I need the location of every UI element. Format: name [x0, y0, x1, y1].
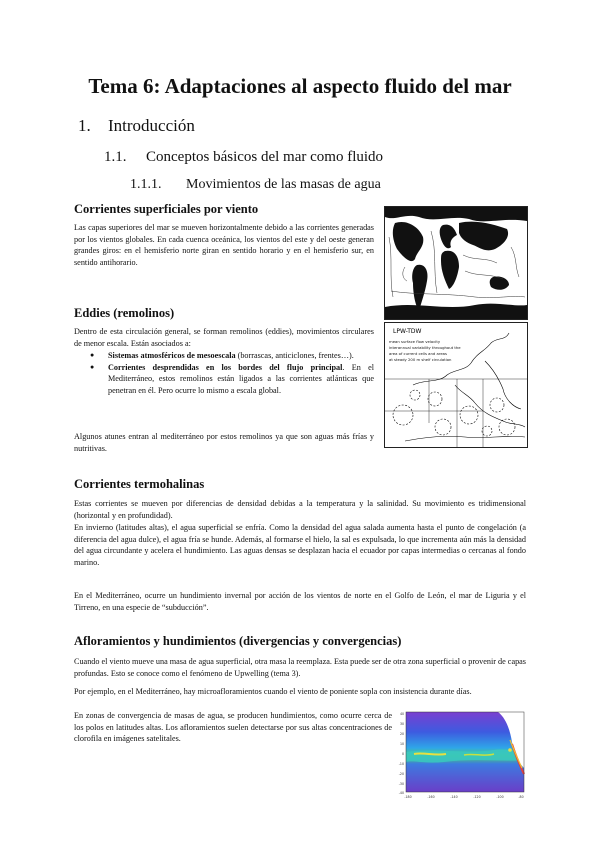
paragraph-termohalinas-3: En el Mediterráneo, ocurre un hundimiento invernal por acción de los vientos de norte en el Golfo de León, el mar de Liguria y el Tirreno, en una especie de “subducción”.	[74, 591, 526, 612]
y-tick: 40	[399, 712, 404, 716]
y-tick: -20	[398, 772, 404, 776]
document-title: Tema 6: Adaptaciones al aspecto fluido del mar	[88, 74, 512, 98]
paragraph-afloramientos-2: Por ejemplo, en el Mediterráneo, hay microafloramientos cuando el viento de poniente sopla con insistencia durante días.	[74, 687, 472, 696]
y-tick: -10	[398, 762, 404, 766]
section-heading-afloramientos: Afloramientos y hundimientos (divergencias y convergencias)	[74, 634, 402, 648]
subsubheading-movimientos	[130, 177, 381, 193]
x-tick: -100	[496, 795, 504, 799]
bullet-text: (borrascas, anticiclones, frentes…).	[235, 351, 354, 360]
eddies-list	[74, 350, 374, 396]
eddies-figure	[385, 323, 527, 447]
heading-number: 1.1.1.	[130, 177, 162, 192]
x-tick: -80	[518, 795, 524, 799]
y-tick: -30	[398, 782, 404, 786]
section-heading-superficiales: Corrientes superficiales por viento	[74, 202, 259, 216]
chlorophyll-satellite-image	[394, 708, 530, 804]
chlorophyll-figure	[394, 708, 530, 804]
figure-label: LPW-TDW	[393, 328, 422, 335]
paragraph-eddies-intro: Dentro de esta circulación general, se forman remolinos (eddies), movimientos circulares de menor escala. Están asociados a:	[74, 327, 374, 348]
x-tick: -120	[473, 795, 481, 799]
y-tick: -40	[398, 791, 404, 795]
bullet-bold: Corrientes desprendidas en los bordes del flujo principal	[108, 362, 343, 372]
list-item	[74, 362, 374, 397]
paragraph-termohalinas-1: Estas corrientes se mueven por diferencias de densidad debidas a la temperatura y la salinidad. Su movimiento es tridimensional (horizontal y en profundidad).	[74, 499, 526, 520]
bullet-text: . En el Mediterráneo, estos remolinos están ligados a las corrientes atlánticas que penetran en él. Pero ocurre lo mismo a escala global.	[108, 362, 374, 395]
heading-text: Movimientos de las masas de agua	[186, 177, 381, 192]
section-heading-termohalinas: Corrientes termohalinas	[74, 477, 205, 491]
x-tick: -180	[404, 795, 412, 799]
heading-number: 1.1.	[104, 149, 127, 165]
paragraph-afloramientos-1: Cuando el viento mueve una masa de agua superficial, otra masa la reemplaza. Esta puede ser de otra zona superficial o provenir de capas profundas. Esto se conoce como el fenómeno de Upwelling (tema 3).	[74, 657, 526, 678]
y-tick: 30	[399, 722, 404, 726]
section-heading-eddies: Eddies (remolinos)	[74, 306, 175, 320]
paragraph-eddies-outro: Algunos atunes entran al mediterráneo por estos remolinos ya que son aguas más frías y nutritivas.	[74, 432, 374, 453]
world-map-figure	[385, 207, 527, 319]
heading-text: Conceptos básicos del mar como fluido	[146, 149, 384, 165]
figure-caption-line: interannual variability throughout the	[389, 345, 461, 350]
paragraph-termohalinas-2: En invierno (latitudes altas), el agua superficial se enfría. Como la densidad del agua salada aumenta hasta el punto de congelación (a diferencia del agua dulce), el agua fría se hunde. Además, al formarse el hielo, la sal es expulsada, lo que incrementa aún más la densidad del agua circundante y acelera el hundimiento. Las aguas densas se desplazan hacia el ecuador por capas intermedias o cercanas al fondo marino.	[74, 523, 526, 567]
x-tick: -160	[427, 795, 435, 799]
bullet-bold: Sistemas atmosféricos de mesoescala	[108, 351, 236, 360]
y-tick: 0	[401, 752, 404, 756]
heading-text: Introducción	[108, 116, 195, 135]
y-tick: 20	[399, 732, 404, 736]
figure-caption-line: mean surface flow velocity	[389, 339, 441, 344]
ocean-currents-map	[384, 206, 528, 320]
paragraph-superficiales: Las capas superiores del mar se mueven horizontalmente debido a las corrientes generadas por los vientos globales. En cada cuenca oceánica, los vientos del este y del oeste generan grandes giros: en el hemisferio norte giran en sentido horario y en el hemisferio sur, en sentido antihorario.	[74, 223, 374, 267]
figure-caption-line: at steady 200 m shelf circulation	[389, 357, 452, 362]
heading-number: 1.	[78, 116, 91, 135]
mediterranean-eddies-map	[384, 322, 528, 448]
list-item	[74, 350, 374, 362]
heading-introduccion	[78, 116, 195, 136]
x-tick: -140	[450, 795, 458, 799]
y-tick: 10	[399, 742, 404, 746]
paragraph-afloramientos-3: En zonas de convergencia de masas de agua, se producen hundimientos, como ocurre cerca de los polos en latitudes altas. Los afloramientos suelen detectarse por sus altas concentraciones de clorofila en imágenes satelitales.	[74, 711, 392, 743]
figure-caption-line: area of current cells and areas	[389, 351, 447, 356]
subheading-conceptos	[104, 149, 383, 166]
